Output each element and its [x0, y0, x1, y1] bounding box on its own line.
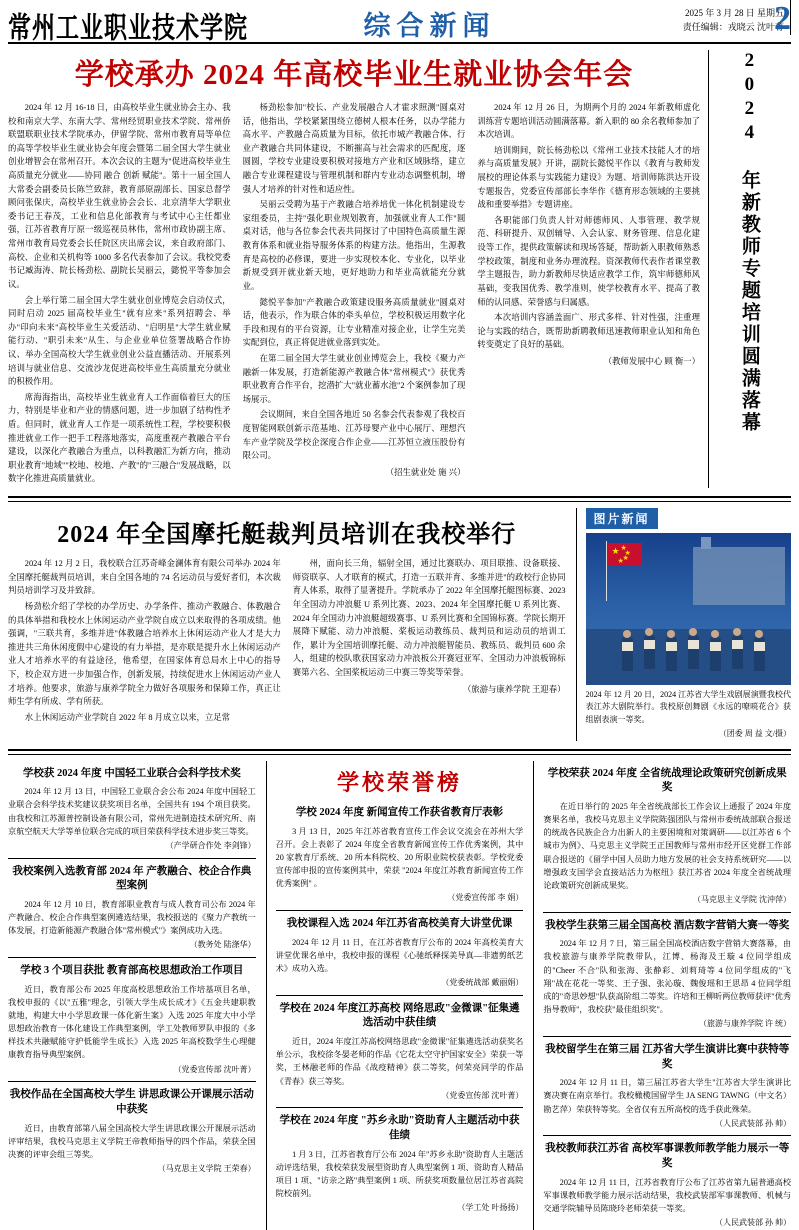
honor-sig: （人民武装部 孙 帅）	[715, 1118, 792, 1128]
paragraph: 各职能部门负责人针对师德师风、人事管理、教学规范、科研提升、双创辅导、入会认家、财务管理、信息化建设等工作，提供政策解读和现场答疑，帮助新入职教师熟悉学校政策，制度和业务办理流程。资深教师代表作者课堂教学主题报告，助力新教师尽快适应教学工作，筑牢师德师风基础，变我国优秀、教学准则，使学校教育水平、提高了教师的认同感、荣誉感与归属感。	[477, 215, 701, 307]
honor-sig: （学工处 叶扬扬）	[457, 1203, 524, 1213]
honor-body: 在近日举行的 2025 年全省统战部长工作会议上通报了 2024 年度赛果名单，我校马克思主义学院陈强团队与常州市委统战部联合报送的统战各民族企合力出新人的主要困境和对策调研——以江苏省 6 个城市为例》、马克思主义学院王正国教师与常州市经开区党群工作部联合报送的《留学中国人员助力地方发展的社会支持系统研究——以增强政支国学会直接站活力为枢纽》获江苏省 2024 年度全省统战理论政策研究创新成果奖。	[543, 802, 792, 890]
lead-headline: 学校承办 2024 年高校毕业生就业协会年会	[74, 59, 634, 91]
divider	[276, 995, 524, 996]
performer	[732, 635, 743, 669]
divider	[543, 912, 791, 913]
lead-body	[8, 101, 700, 488]
performer	[688, 635, 699, 669]
paragraph: 2024 年 12 月 16-18 日，由高校毕业生就业协会主办、我校和南京大学、东南大学、常州经贸职业技术学院、常州侨联盟联职业技术学院承办，伊留学院、常州市教育局等单位的高等学校毕业生就业协会年度会暨第二届全国大学生就业创业增智会在常州召开。本次会议的主题为"促进高校毕业生高质量充分就业——协同 融合 创新 赋能"。第十一届全国人大常委会副委员长陈竺致辞，教育部原副部长、国家总督学顾问张保庆，高校毕业生就业协会会长、北京清华大学职业委书记王春茂，工业和信息化部教育与考试中心主任都业强，江苏省教育厅原一级巡视员林伟，常州市政协副主席、常州市教育局党委会长任院区庆出席会议，来自政府部门、高校、企业和关机构等 1000 多名代表参加了会议。我校党委书记臧海涛、院长杨劲松、副院长吴丽云，懿悦平等参加会议。	[8, 103, 231, 289]
section-divider-thin-2	[8, 754, 791, 755]
stage-backdrop	[693, 547, 785, 605]
honor-sig: （马克思主义学院 王荣春）	[157, 1164, 256, 1174]
paragraph: 会议期间，来自全国各地近 50 名参会代表参观了我校百度智能网联创新示范基地、江苏母婴产业中心展厅、理想汽车产业学院及学校企深度合作企业——江苏恒立液压股份有限公司。	[242, 410, 466, 461]
divider	[8, 858, 256, 859]
section-title: 综合新闻	[363, 11, 496, 41]
editor-line: 责任编辑：戎晓云 沈叶菁	[682, 22, 784, 33]
honor-title: 我校课程入选 2024 年江苏省高校美育大讲堂优课	[286, 917, 513, 929]
performer	[644, 635, 655, 669]
article-2-column-1	[8, 557, 281, 726]
paragraph: 杨劲松介绍了学校的办学历史、办学条件、推动产教融合、体教融合的具体举措和我校水上休闲运动产业学院自成立以来取得的各项成绩。他强调，"三联共育，多维并进"体教融合培养水上休闲运动产业人才是大力推进共三角休闲度假中心建设的有力举措，是亦联是提升水上休闲运动产业人才培养水平的有益途径，他希望，在国家体育总局水上中心的指导下，校企双方进一步加强合作，创新发展，持续促进水上休闲运动产业人才培养。他要求，旅游与康养学院全力做好各项服务和保障工作，真正让师生学有所成、学有所获。	[8, 601, 281, 707]
paragraph: 2024 年 12 月 2 日，我校联合江苏奇峰金澜体育有限公司举办 2024 年全国摩托艇裁判员培训，来自全国各地的 74 名运动员与爱好者们，本次裁判员培训学习及并致辞。	[8, 559, 281, 596]
honors-column-center	[266, 761, 524, 1230]
honor-body: 2024 年 12 月 11 日，第三届江苏省大学生"江苏省大学生演讲比赛决赛在南京举行。我校橄榄国留学生 JA SENG TAWNG（中文名）勘艺萍）荣获特等奖。全省仅有五所高校的选手获此殊荣。	[543, 1078, 792, 1114]
lead-column-3	[477, 101, 700, 488]
honors-heading: 学校荣誉榜	[337, 769, 463, 795]
honors-section	[8, 761, 791, 1230]
photo-news-caption	[586, 689, 791, 741]
lead-story-section	[8, 50, 791, 488]
page-number: 2	[774, 0, 791, 37]
divider	[276, 1107, 524, 1108]
paragraph: 培训期间，院长杨劲松以《常州工业技术技能人才的培养与高质量发展》开讲，副院长懿悦平作以《教育与教师发展校的理论体系与实践能力建设》为题、培训师陈洪达开设专题报告，党委宣传部部长李华作《德育形态领域的主要挑战和重要举措》专题讲座。	[477, 145, 701, 210]
photo-news	[577, 508, 791, 741]
performer	[710, 637, 721, 671]
honor-body: 2024 年 12 月 11 日，江苏省教育厅公布了江苏省第九届普通高校军事课教师教学能力展示活动结果，我校武装部军事课教师、机械与交通学院辅导员陈晓玲老师荣获一等奖。	[543, 1177, 792, 1214]
honor-sig: （党委宣传部 沈叶菁）	[441, 1090, 524, 1100]
honor-title: 我校留学生在第三届 江苏省大学生演讲比赛中获特等奖	[545, 1043, 790, 1070]
section-divider	[8, 496, 791, 498]
secondary-story-section	[8, 508, 791, 741]
honor-body: 近日，教育部公布 2025 年度高校思想政治工作培基项目名单，我校申报的《以"五雅"理念，引领大学生成长成才》《五金共建职教就地，构建大中小学思政课一体化新生案》入选 2025 年度大中小学思想政治教育一体化建设工作典型案例，学工处教师罗队申报的《多样技术共融赋能守护低能学生成长》入选 2025 年高校数学生心理健康教育指导典型案例。	[8, 984, 256, 1060]
divider	[543, 1135, 791, 1136]
divider	[276, 910, 524, 911]
performer	[622, 637, 633, 671]
honor-sig: （教务处 陆涤华）	[189, 940, 256, 950]
honor-body: 2024 年 12 月 13 日，中国轻工业联合会公布 2024 年度中国轻工业联合会科学技术奖建议获奖项目名单，全国共有 194 个项目获奖。由我校和江苏源普控制设备有限公司，常州先进制造技术研究所、南京航空航天大学等单位联合完成的项目荣获科学技术进步奖三等奖。	[8, 787, 256, 836]
photo-news-image	[586, 533, 791, 685]
newspaper-logo: 常州工业职业技术学院	[8, 12, 248, 44]
article-2	[8, 508, 577, 741]
lead-story	[8, 50, 708, 488]
paragraph: 2024 年 12 月 26 日，为期两个月的 2024 年新教师虚化训练营专题培训活动圆满落幕。新入职的 80 余名教师参加了本次培训。	[477, 103, 701, 140]
vertical-headline-area	[708, 50, 782, 488]
vertical-headline: 2024 年新教师专题培训圆满落幕	[738, 50, 760, 434]
honor-sig: （党委统战部 戴丽娟）	[441, 977, 524, 987]
article-2-body	[8, 557, 566, 726]
lead-right-sig: （教师发展中心 顾 衡一）	[603, 356, 701, 366]
honor-sig: （产学研合作处 李剑锋）	[165, 840, 256, 850]
honor-body: 2024 年 12 月 10 日，教育部职业教育与成人教育司公布 2024 年产教融合、校企合作典型案例遴选结果，我校报送的《聚力产教统一体发展，打造新能源产教融合体"常州模式"》案例成功入选。	[8, 899, 256, 936]
divider	[8, 957, 256, 958]
divider	[8, 1081, 256, 1082]
honor-body: 近日，由教育部第八届全国高校大学生讲思政课公开课展示活动评审结果，我校马克思主义学院王帝教师指导的四个作品，荣获全国决赛的评审会组三等奖。	[8, 1123, 256, 1160]
caption-text: 2024 年 12 月 20 日，2024 江苏省大学生戏剧展演暨我校代表江苏大剧院举行。我校原创舞剧《永远的嘹喨花合》获组剧表演一等奖。	[585, 690, 791, 724]
honor-title: 我校教师获江苏省 高校军事课教师教学能力展示一等奖	[545, 1143, 790, 1170]
honor-title: 学校 2024 年度 新闻宣传工作获省教育厅表彰	[295, 806, 504, 818]
article-2-column-2	[293, 557, 566, 726]
performer	[754, 637, 765, 671]
honor-title: 学校 3 个项目获批 教育部高校思想政治工作项目	[20, 965, 244, 977]
paragraph: 在第二届全国大学生就业创业博览会上，我校《聚力产融新一体发展，打造新能源产教融合体"常州模式"》获优秀职业教育合作平台，挖潜扩大"就业蓄水池"2 个案例参加了现场展示。	[242, 353, 466, 404]
paragraph: 本次培训内容涵盖面广、形式多样、针对性强，注重理论与实践的结合，既帮助新聘教师迅速教师职业认知和角色转变奠定了良好的基础。	[477, 313, 701, 350]
honors-column-right	[533, 761, 791, 1230]
paragraph: 州，面向长三角，辐射全国，通过比赛联办、项目联推、设备联接、师资联享、人才联育的模式，打造一五联并育、多维并进"的政校行企协同育人体系，取得了显著提升。学院承办了 2022 年全国摩托艇图标赛、2023 年全国动力冲浪艇 U 系列比赛、2023、2024 年全国摩托艇 U 系列比赛、2024 年全国动力冲浪艇超级赛事、U 系列比赛和全国锦标赛。学院长期开展降下赋能、动力冲浪艇、桨板运动教练员、裁判员和运动员的培训工作，累计为全国培训摩托艇、动力冲浪艇智能员、教练员、裁判员 600 余人，组建的校队歌获国家动力冲浪板公开赛冠亚军、全国动力冲浪板锦标赛第六名、全国桨板运动三中赛三等奖等荣誉。	[292, 559, 566, 677]
honor-sig: （人民武装部 孙 帅）	[715, 1218, 792, 1228]
lead-column-2	[243, 101, 466, 488]
article-2-headline: 2024 年全国摩托艇裁判员培训在我校举行	[57, 522, 517, 549]
honor-title: 学校在 2024 年度江苏高校 网络思政"金微课"征集遴选活动中获佳绩	[279, 1002, 520, 1029]
lead-column-1	[8, 101, 231, 488]
honors-column-left	[8, 761, 256, 1230]
honor-body: 2024 年 12 月 11 日，在江苏省教育厅公布的 2024 年高校美育大讲堂优课名单中，我校申报的课程《心驰纸释探美导真—非遗剪纸艺术》成功入选。	[275, 937, 524, 973]
honor-sig: （马克思主义学院 沈沖萍）	[693, 894, 792, 904]
honor-body: 3 月 13 日，2025 年江苏省教育宣传工作会议交流会在苏州大学召开。会上表彰了 2024 年度全省教育新闻宣传工作优秀案例，其中 20 家教育厅系统、20 所本科院校、20 所职业院校获表彰。学校党委宣传部申报的宣传案例其中，荣获 "2024 年度江苏教育新闻宣传工作优秀案例" 。	[275, 826, 524, 888]
paragraph: 席海海指出，高校毕业生就业育人工作面临着巨大的压力，特别是毕业和产业的情感问题，进一步加剧了结构性矛盾。但同时，就业育人工作是一项系统性工程，学校要积极推进就业工作一把手工程落地落实，高度重视产教融合平台建设，以深化产教融合为重点，以科教融汇为新方向，推动职业教育"地域""校地、校地、产教"的"三融合"发展战略，以数字化推进高质量就业。	[8, 392, 231, 484]
paragraph: 杨劲松参加"校长、产业发展融合人才霍求照测"圆桌对话，他指出，学校紧紧围绕立德树人根本任务，以办学能力高水平、产教融合高质量为目标，依托市城产教融合体、行业产教融合共同体建设，不断摧高与社会需求的匹配度，逐圆圆，学校专业建设要积极对接地方产业和区域脉络，建立融合专业课程建设与管理机制和群内专业动态调整机制，增强人才培养的针对性和适应性。	[242, 103, 466, 194]
performer	[666, 637, 677, 671]
photo-credit: （团委 周 益 文/摄）	[718, 729, 791, 739]
honor-title: 学校获 2024 年度 中国轻工业联合会科学技术奖	[22, 767, 241, 779]
photo-news-label: 图片新闻	[586, 508, 658, 529]
honor-sig: （旅游与康养学院 许 统）	[699, 1019, 792, 1029]
divider	[543, 1036, 791, 1037]
masthead-info	[591, 0, 791, 35]
paragraph: 吴丽云受聘为基于产教融合培养培优一体化机制建设专家组委员，主持"强化职业规划教育，加强就业育人工作"圆桌对话，他与各位参会代表共同探讨了中国特色高质量生源教育体系和就业指导服务体系的构建方法。他指出，生源教育是高校的必修课，要进一步实现校本化、专业化，以毕业新规受到开就业新天地，更好地助力和毕业高就能充分就业。	[242, 200, 466, 291]
paragraph: 懿悦平参加"产教融合政策建设服务高质量就业"圆桌对话，他表示，作为联合体的牵头单位，学校积极运用数字化手段和现有的平台资源，让专业精准对接企业，让学生完美实配到位，真正将促进就业落到实处。	[242, 297, 466, 348]
publication-date: 2025 年 3 月 28 日 星期五	[684, 8, 784, 18]
honor-title: 学校在 2024 年度 "苏乡永助"资助育人主题活动中获佳绩	[279, 1115, 520, 1142]
honor-sig: （党委宣传部 沈叶菁）	[173, 1064, 256, 1074]
honor-body: 2024 年 12 月 7 日，第三届全国高校酒店数字营销大赛落幕，由我校旅游与康养学院教带队，江博、杨海及王璇 4 位同学组成的"Cheer 不合"队和张海、张静彩、刘莉琦等 4 位同学组成的"飞翔"战在花花一等奖、王子强、张沁璇、魏俊瑶和王思昂 4 位同学组成的"奇思妙想"队获高阶组二等奖。许培和王柳昕两位教师获评"优秀指导教师"，我校获"最佳组织奖"。	[543, 939, 792, 1014]
honor-body: 1 月 3 日，江苏省教育厅公布 2024 年"苏乡永助"资助育人主题活动评选结果，我校荣获发展型资助育人典型案例 1 项、资助育人精品项目 1 项、"访亲之路"典型案例 1 项、所获奖项数量位居江苏省高院院校前列。	[275, 1149, 524, 1199]
paragraph: 会上举行第二届全国大学生就业创业博览会启动仪式，同时启动 2025 届高校毕业生"就有应来"系列招聘会、举办"印向未来"高校毕业生关爱活动、"启明星"大学生就业赋能行动、"职引未来"从生、与企业业单位签署战略合作协议、举办全国高校大学生就业创业公益直播活动、开展系列培训与就业信息、交流沙龙促进高校毕业生高质量充分就业的积极作用。	[8, 295, 231, 387]
paragraph: 水上休闲运动产业学院自 2022 年 8 月成立以来，立足常	[24, 712, 230, 722]
honor-title: 我校案例入选教育部 2024 年 产教融合、校企合作典型案例	[12, 865, 252, 892]
honor-title: 学校荣获 2024 年度 全省统战理论政策研究创新成果奖	[547, 767, 787, 794]
masthead	[8, 0, 791, 44]
honor-title: 我校作品在全国高校大学生 讲思政课公开课展示活动中获奖	[9, 1089, 254, 1116]
section-divider-2	[8, 749, 791, 751]
honor-title: 我校学生获第三届全国高校 酒店数字营销大赛一等奖	[545, 919, 790, 931]
article-2-byline: （旅游与康养学院 王迎春）	[462, 684, 566, 694]
section-divider-thin	[8, 501, 791, 502]
honor-sig: （党委宣传部 李 娟）	[447, 893, 524, 903]
china-flag-icon: ★ ★ ★ ★ ★	[608, 543, 642, 565]
honor-body: 近日，2024 年度江苏高校网络思政"金微课"征集遴选活动获奖名单公示，我校徐冬晏老师的作品《它花太空守护国家安全》荣获一等奖，王林融老师的作品《战疫精神》获二等奖，何荣亮同学的作品《青春》获三等奖。	[275, 1037, 524, 1086]
lead-byline: （招生就业处 施 兴）	[385, 467, 466, 477]
